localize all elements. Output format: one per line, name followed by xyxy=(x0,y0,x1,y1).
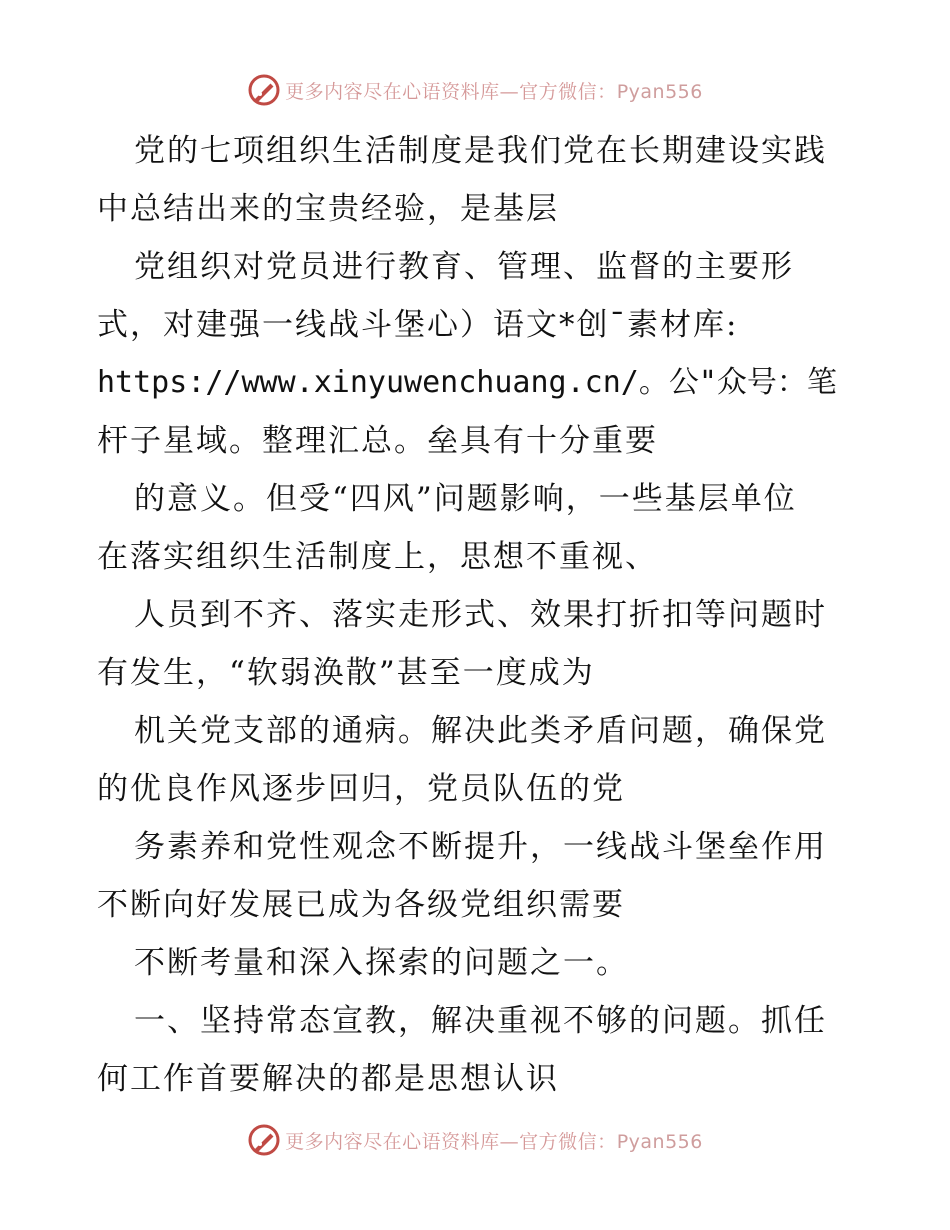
banner-text xyxy=(285,77,703,104)
paragraph-8 xyxy=(97,992,857,1108)
text-line: 人员到不齐、落实走形式、效果打折扣等问题时 xyxy=(134,597,827,633)
text-line: 不断向好发展已成为各级党组织需要 xyxy=(97,887,625,923)
paragraph-5 xyxy=(97,702,857,818)
wechat-label: 官方微信： xyxy=(519,80,617,103)
text-line-url: https://www.xinyuwenchuang.cn/。公"众号：笔 xyxy=(97,365,837,400)
text-line: 的意义。但受“四风”问题影响，一些基层单位 xyxy=(134,481,797,517)
text-line: 在落实组织生活制度上，思想不重视、 xyxy=(97,539,658,575)
text-line: 何工作首要解决的都是思想认识 xyxy=(97,1061,559,1097)
paragraph-4 xyxy=(97,586,857,702)
paragraph-3 xyxy=(97,470,857,586)
paragraph-7 xyxy=(97,934,857,992)
document-body xyxy=(97,122,857,1108)
text-line: 有发生，“软弱涣散”甚至一度成为 xyxy=(97,655,595,691)
pen-logo-icon xyxy=(247,73,281,107)
text-line: 式，对建强一线战斗堡心）语文*创¯素材库: xyxy=(97,307,739,343)
text-line: 不断考量和深入探索的问题之一。 xyxy=(134,945,629,981)
text-line: 党组织对党员进行教育、管理、监督的主要形 xyxy=(134,249,794,285)
section-heading-line: 一、坚持常态宣教，解决重视不够的问题。抓任 xyxy=(134,1003,827,1039)
paragraph-6 xyxy=(97,818,857,934)
wechat-label: 官方微信： xyxy=(519,1130,617,1153)
wechat-id: Pyan556 xyxy=(616,1130,703,1153)
banner-dash: — xyxy=(499,1130,520,1153)
site-name: 更多内容尽在心语资料库 xyxy=(285,80,500,103)
text-line: 杆子星域。整理汇总。垒具有十分重要 xyxy=(97,423,658,459)
footer-banner xyxy=(0,1120,950,1160)
pen-logo-icon xyxy=(247,1123,281,1157)
text-line: 中总结出来的宝贵经验，是基层 xyxy=(97,191,559,227)
site-name: 更多内容尽在心语资料库 xyxy=(285,1130,500,1153)
text-line: 的优良作风逐步回归，党员队伍的党 xyxy=(97,771,625,807)
text-line: 务素养和党性观念不断提升，一线战斗堡垒作用 xyxy=(134,829,827,865)
wechat-id: Pyan556 xyxy=(616,80,703,103)
text-line: 机关党支部的通病。解决此类矛盾问题，确保党 xyxy=(134,713,827,749)
paragraph-2 xyxy=(97,238,857,470)
banner-dash: — xyxy=(499,80,520,103)
banner-text xyxy=(285,1127,703,1154)
text-line: 党的七项组织生活制度是我们党在长期建设实践 xyxy=(134,133,827,169)
paragraph-1 xyxy=(97,122,857,238)
header-banner xyxy=(0,70,950,110)
